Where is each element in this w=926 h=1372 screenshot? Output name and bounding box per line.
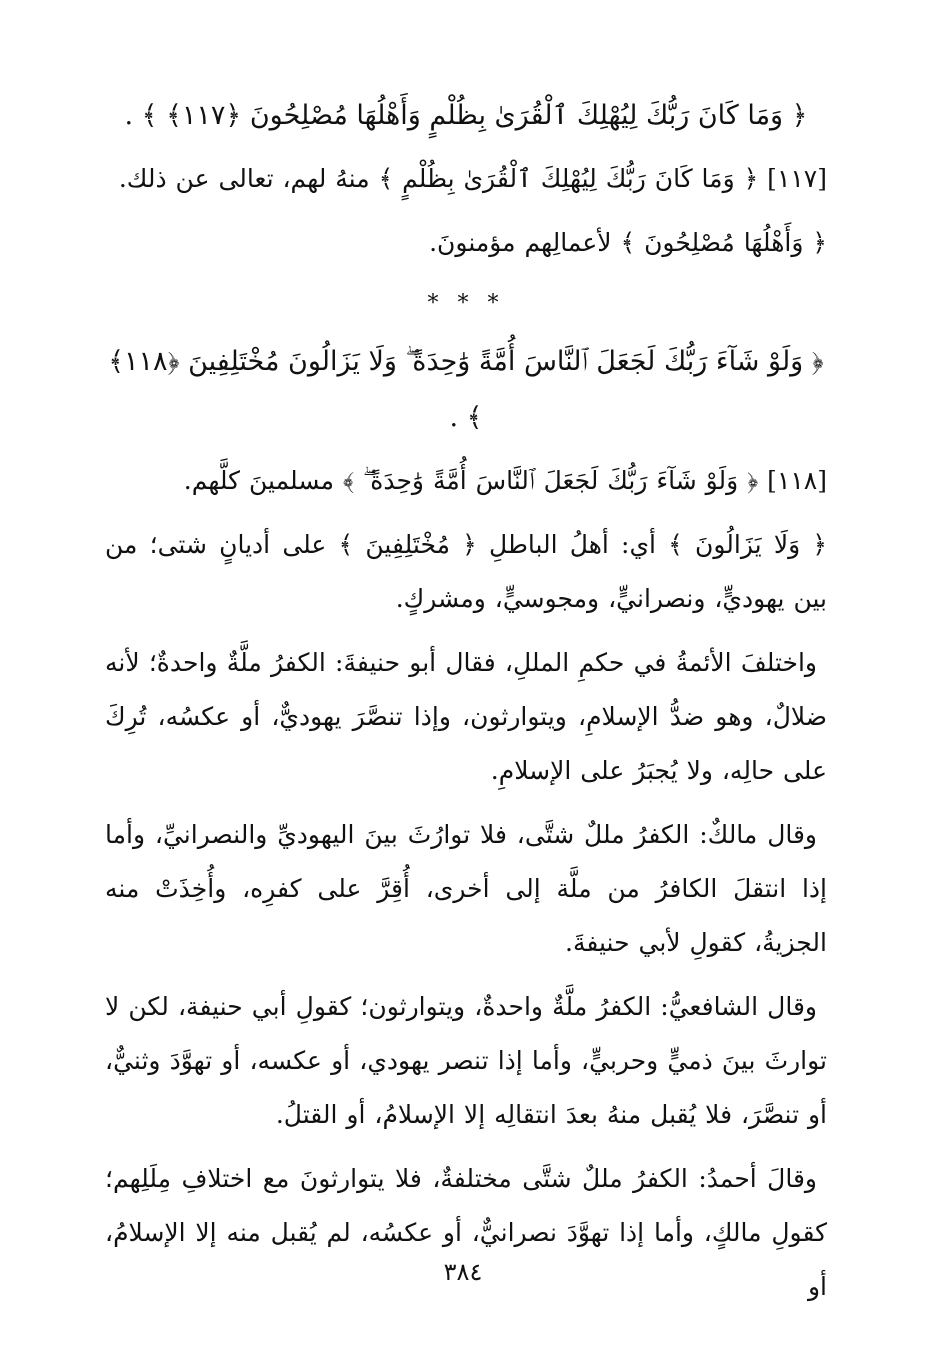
paragraph-abu-hanifa: واختلفَ الأئمةُ في حكمِ المللِ، فقال أبو حنيفةَ: الكفرُ ملَّةٌ واحدةٌ؛ لأنه ضلالٌ، وهو ضدُّ الإسلامِ، ويتوارثون، وإذا تنصَّرَ يهوديٌّ، أو عكسُه، تُرِكَ على حالِه، ولا يُجبَرُ على الإسلامِ.: [105, 648, 827, 785]
page-number: ٣٨٤: [443, 1258, 483, 1286]
tafsir-117-intro: [١١٧] ﴿ وَمَا كَانَ رَبُّكَ لِيُهْلِكَ ٱلْقُرَىٰ بِظُلْمٍ ﴾ منهُ لهم، تعالى عن ذلك.: [118, 164, 827, 193]
page-body: [105, 88, 827, 1324]
paragraph-shafii: وقال الشافعيُّ: الكفرُ ملَّةٌ واحدةٌ، ويتوارثون؛ كقولِ أبي حنيفة، لكن لا توارثَ بينَ ذميٍّ وحربيٍّ، وأما إذا تنصر يهودي، أو عكسه، أو تهوَّدَ وثنيٌّ، أو تنصَّرَ، فلا يُقبل منهُ بعدَ انتقالِه إلا الإسلامُ، أو القتلُ.: [105, 992, 827, 1129]
verse-117: ﴿ وَمَا كَانَ رَبُّكَ لِيُهْلِكَ ٱلْقُرَىٰ بِظُلْمٍ وَأَهْلُهَا مُصْلِحُونَ ﴿١١٧﴾ ﴾ .: [124, 100, 808, 131]
section-separator: * * *: [427, 291, 505, 316]
tafsir-117-rest: ﴿ وَأَهْلُهَا مُصْلِحُونَ ﴾ لأعمالِهم مؤمنونَ.: [429, 228, 827, 257]
tafsir-118-rest: ﴿ وَلَا يَزَالُونَ ﴾ أي: أهلُ الباطلِ ﴿ مُخْتَلِفِينَ ﴾ على أديانٍ شتى؛ من بين يهوديٍّ، ونصرانيٍّ، ومجوسيٍّ، ومشركٍ.: [105, 530, 827, 613]
paragraph-malik: وقال مالكٌ: الكفرُ مللٌ شتَّى، فلا توارُثَ بينَ اليهوديِّ والنصرانيِّ، وأما إذا انتقلَ الكافرُ من ملَّة إلى أخرى، أُقِرَّ على كفرِه، وأُخِذَتْ منه الجزيةُ، كقولِ لأبي حنيفةَ.: [105, 820, 827, 957]
verse-118: ﴿ وَلَوْ شَآءَ رَبُّكَ لَجَعَلَ ٱلنَّاسَ أُمَّةً وَٰحِدَةً ۖ وَلَا يَزَالُونَ مُخْتَلِفِينَ ﴿١١٨﴾ ﴾ .: [108, 346, 824, 433]
tafsir-118-intro: [١١٨] ﴿ وَلَوْ شَآءَ رَبُّكَ لَجَعَلَ ٱلنَّاسَ أُمَّةً وَٰحِدَةً ۖ ﴾ مسلمينَ كلَّهم.: [183, 466, 827, 495]
paragraph-ahmad: وقالَ أحمدُ: الكفرُ مللٌ شتَّى مختلفةٌ، فلا يتوارثونَ مع اختلافِ مِلَلِهم؛ كقولِ مالكٍ، وأما إذا تهوَّدَ نصرانيٌّ، أو عكسُه، لم يُقبل منه إلا الإسلامُ، أو: [105, 1164, 827, 1301]
